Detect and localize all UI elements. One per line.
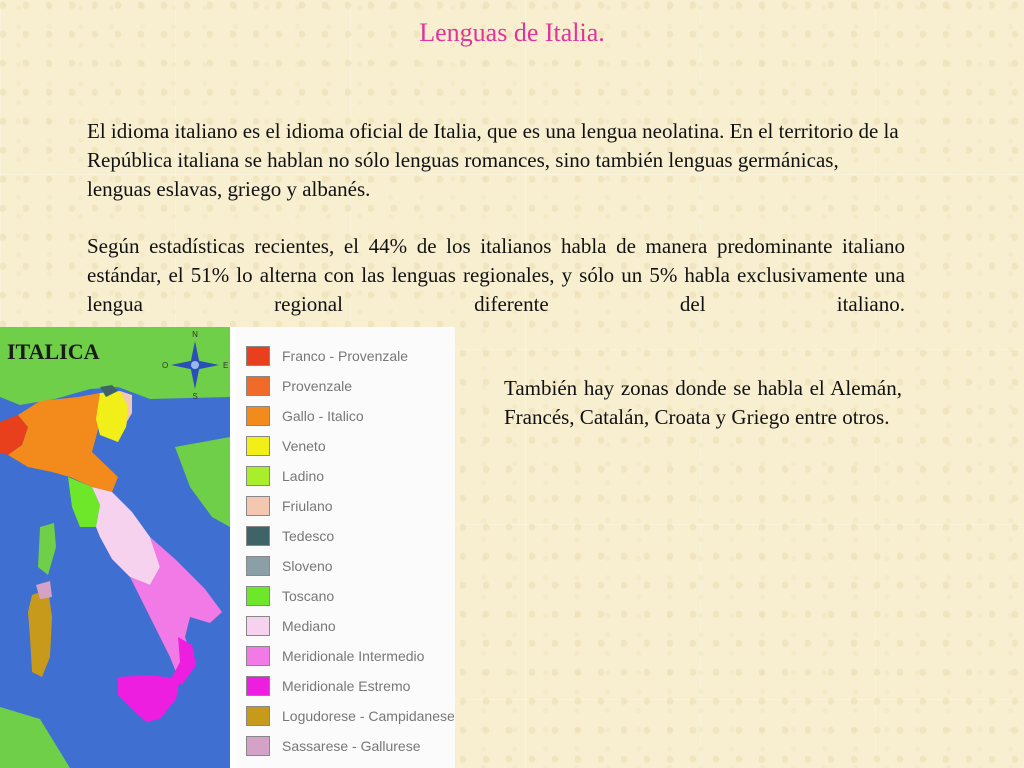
legend-label: Meridionale Intermedio (282, 648, 425, 664)
legend-swatch (246, 706, 270, 726)
italy-language-map (0, 327, 230, 768)
compass-n: N (192, 330, 198, 339)
legend-label: Tedesco (282, 528, 335, 544)
legend-label: Friulano (282, 498, 333, 514)
legend-swatch (246, 616, 270, 636)
legend-item (246, 645, 424, 667)
legend-swatch (246, 676, 270, 696)
legend-label: Provenzale (282, 378, 353, 394)
legend-item (246, 405, 364, 427)
legend-swatch (246, 406, 270, 426)
legend-label: Logudorese - Campidanese (282, 708, 455, 724)
legend-item (246, 375, 352, 397)
compass-o: O (162, 361, 169, 370)
legend-item (246, 525, 334, 547)
legend-label: Veneto (282, 438, 326, 454)
other-languages-paragraph: También hay zonas donde se habla el Alemán, Francés, Catalán, Croata y Griego entre otros. (504, 376, 902, 429)
legend-swatch (246, 466, 270, 486)
map-drawing (0, 327, 230, 768)
legend-swatch (246, 436, 270, 456)
legend-item (246, 495, 333, 517)
legend-swatch (246, 496, 270, 516)
legend-item (246, 435, 326, 457)
slide-title: Lenguas de Italia. (419, 18, 605, 47)
legend-item (246, 585, 334, 607)
statistics-paragraph: Según estadísticas recientes, el 44% de los italianos habla de manera predominante italiano estándar, el 51% lo alterna con las lenguas regionales, y sólo un 5% habla exclusivamente una lengua regional diferente del italiano. (87, 234, 905, 316)
legend-item (246, 615, 336, 637)
intro-paragraph: El idioma italiano es el idioma oficial de Italia, que es una lengua neolatina. En el territorio de la República italiana se hablan no sólo lenguas romances, sino también lenguas germánicas, lenguas eslavas, griego y albanés. (87, 119, 899, 201)
legend-swatch (246, 526, 270, 546)
legend-item (246, 345, 408, 367)
legend-label: Ladino (282, 468, 325, 484)
legend-label: Sassarese - Gallurese (282, 738, 421, 754)
legend-label: Toscano (282, 588, 335, 604)
compass-s: S (192, 392, 198, 401)
legend-swatch (246, 376, 270, 396)
legend-label: Meridionale Estremo (282, 678, 411, 694)
legend-item (246, 555, 333, 577)
legend-swatch (246, 346, 270, 366)
legend-item (246, 735, 421, 757)
legend-label: Mediano (282, 618, 336, 634)
language-map-figure (0, 327, 455, 768)
legend-swatch (246, 736, 270, 756)
legend-label: Sloveno (282, 558, 333, 574)
legend-item (246, 465, 324, 487)
legend-swatch (246, 586, 270, 606)
legend-label: Gallo - Italico (282, 408, 364, 424)
italica-logo: ITALICA (7, 339, 100, 364)
legend-item (246, 675, 410, 697)
legend-label: Franco - Provenzale (282, 348, 409, 364)
legend-swatch (246, 556, 270, 576)
map-legend (236, 327, 455, 768)
legend-item (246, 705, 455, 727)
compass-e: E (223, 361, 229, 370)
legend-swatch (246, 646, 270, 666)
